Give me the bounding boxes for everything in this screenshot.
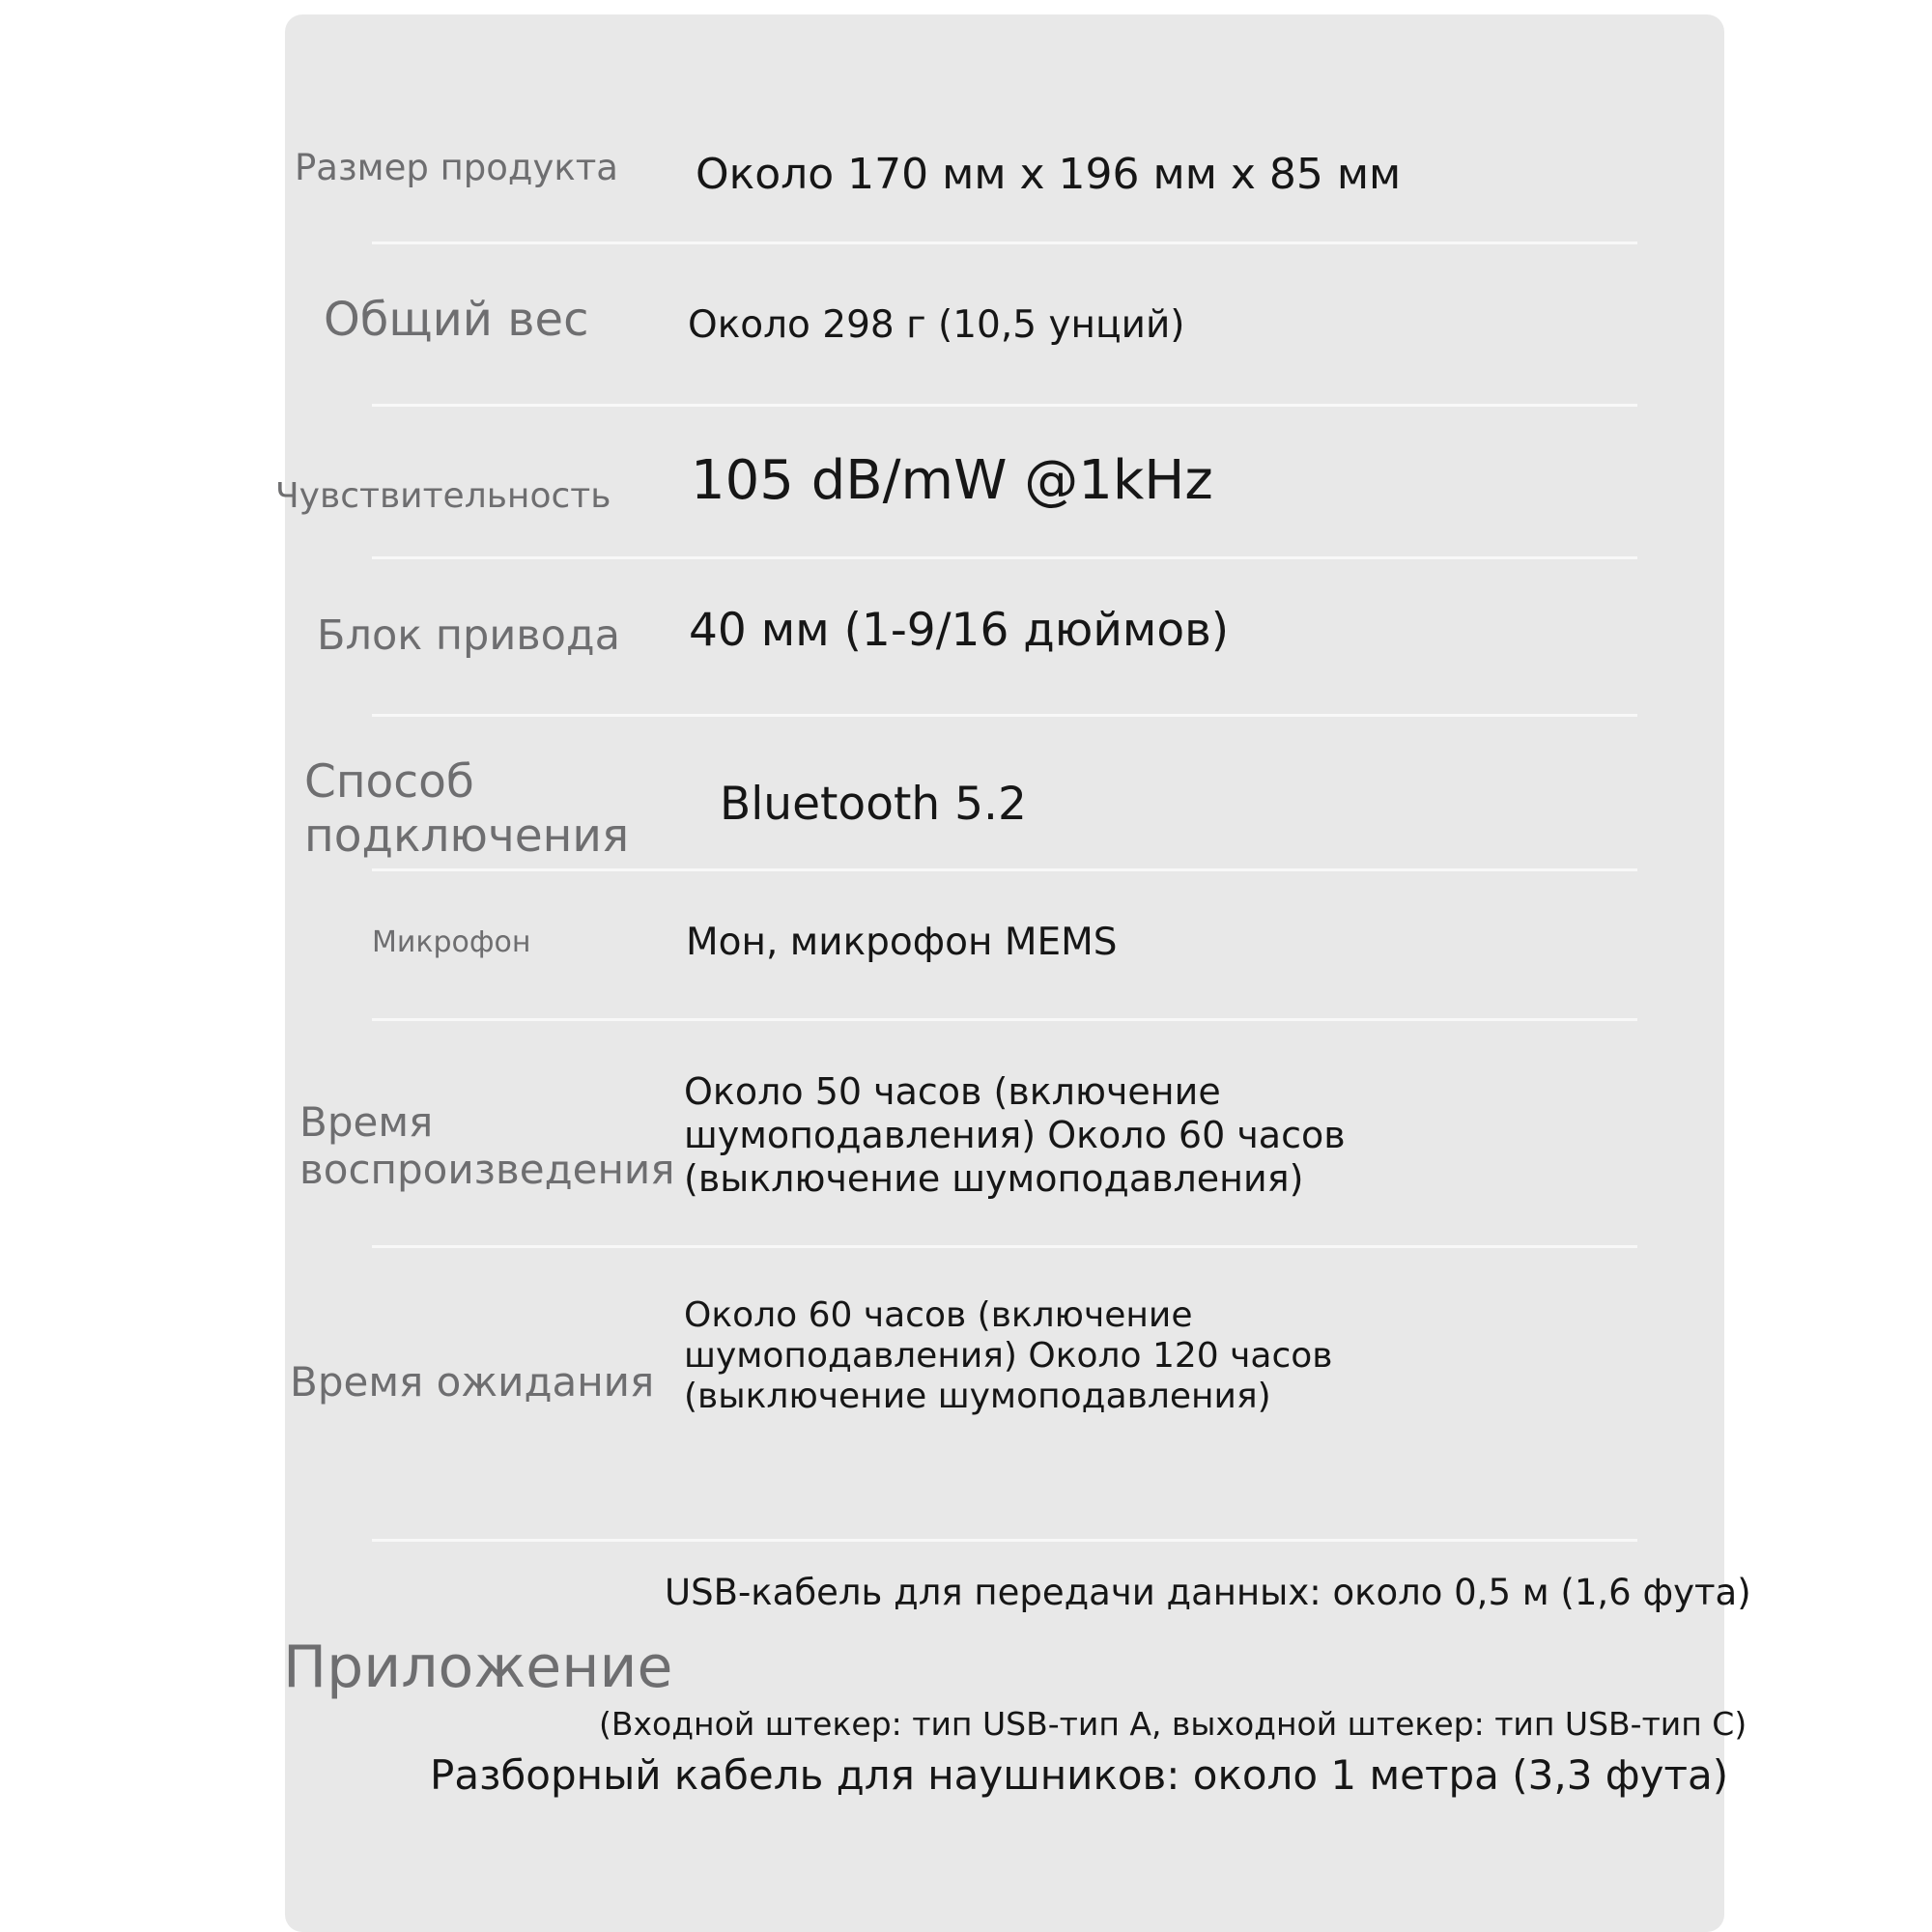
- spec-label-weight: Общий вес: [324, 293, 589, 347]
- appendix-line-usb-plugs: (Входной штекер: тип USB-тип A, выходной штекер: тип USB-тип C): [599, 1705, 1747, 1743]
- spec-value-playback-line-2: шумоподавления) Около 60 часов: [684, 1113, 1346, 1156]
- appendix-label: Приложение: [283, 1634, 673, 1701]
- spec-label-standby: Время ожидания: [290, 1358, 655, 1406]
- spec-divider: [372, 242, 1637, 244]
- spec-value-driver: 40 мм (1-9/16 дюймов): [689, 604, 1230, 657]
- spec-label-playback-line-2: воспроизведения: [299, 1146, 675, 1194]
- spec-label-microphone: Микрофон: [372, 925, 531, 959]
- spec-value-connection: Bluetooth 5.2: [720, 778, 1027, 831]
- spec-value-standby-line-2: шумоподавления) Около 120 часов: [684, 1336, 1333, 1377]
- spec-divider: [372, 714, 1637, 717]
- spec-value-sensitivity: 105 dB/mW @1kHz: [691, 449, 1213, 512]
- appendix-line-headphone-cable: Разборный кабель для наушников: около 1 метра (3,3 фута): [430, 1751, 1729, 1799]
- spec-divider: [372, 556, 1637, 559]
- spec-label-playback: [299, 1098, 674, 1193]
- spec-divider: [372, 1539, 1637, 1542]
- spec-value-playback: [684, 1070, 1346, 1200]
- spec-divider: [372, 404, 1637, 407]
- spec-label-playback-line-1: Время: [299, 1098, 434, 1146]
- spec-label-connection-line-1: Способ: [304, 755, 474, 809]
- spec-label-sensitivity: Чувствительность: [275, 476, 611, 516]
- spec-value-standby-line-1: Около 60 часов (включение: [684, 1295, 1193, 1335]
- spec-value-microphone: Мон, микрофон MEMS: [686, 921, 1118, 964]
- spec-value-weight: Около 298 г (10,5 унций): [688, 303, 1185, 347]
- spec-divider: [372, 1018, 1637, 1021]
- spec-value-playback-line-1: Около 50 часов (включение: [684, 1070, 1221, 1113]
- spec-divider: [372, 1245, 1637, 1248]
- spec-label-driver: Блок привода: [317, 611, 621, 660]
- spec-divider: [372, 868, 1637, 871]
- appendix-line-usb-cable: USB-кабель для передачи данных: около 0,5 м (1,6 фута): [665, 1572, 1751, 1613]
- spec-value-standby-line-3: (выключение шумоподавления): [684, 1377, 1271, 1417]
- spec-value-standby: [684, 1295, 1333, 1417]
- spec-label-size: Размер продукта: [295, 147, 618, 188]
- spec-value-size: Около 170 мм x 196 мм x 85 мм: [696, 150, 1402, 199]
- spec-label-connection-line-2: подключения: [304, 810, 630, 864]
- spec-value-playback-line-3: (выключение шумоподавления): [684, 1156, 1304, 1200]
- spec-label-connection: [304, 755, 629, 865]
